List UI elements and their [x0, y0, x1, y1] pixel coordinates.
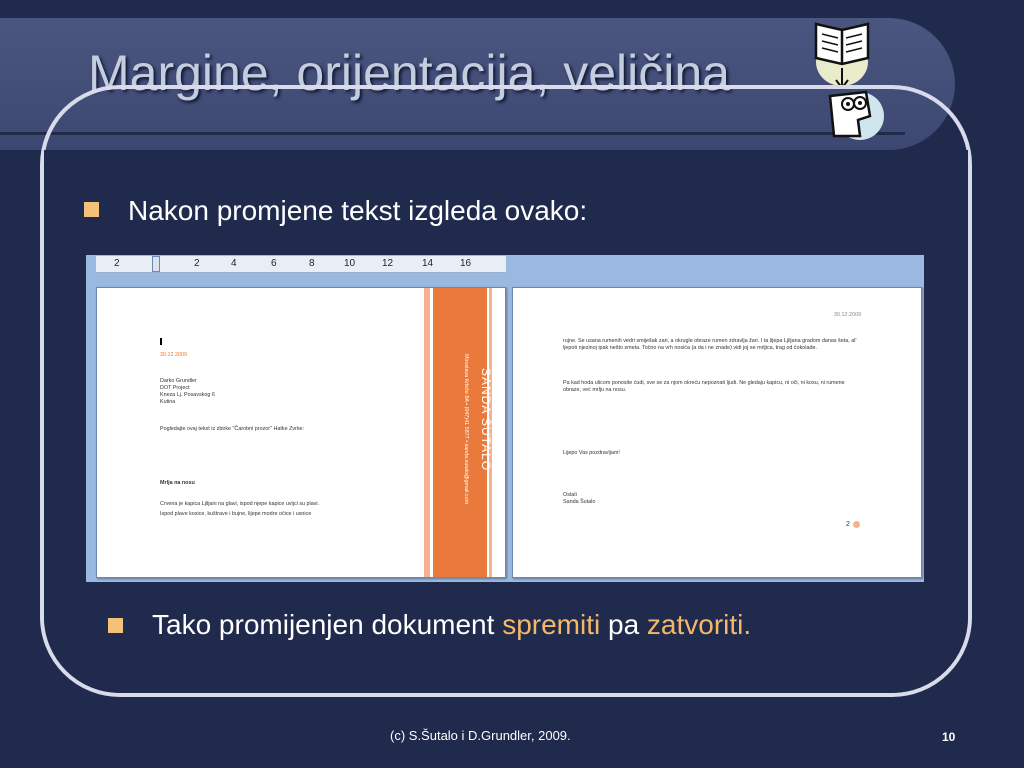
ruler-tick-label: 10	[344, 258, 356, 269]
sidebar-address: Miroslava Krleže 8A • (047)41 5877 • sanda.sutalo@gmail.com	[463, 354, 469, 505]
letter-paragraph: Pa kad hoda ulicom ponosite ćudi, sve se za njom okreću nepoznati ljudi. Ne gledaju kapicu, ni oči, ni kosu, ni rumene obraze, već mrlju na nosu.	[563, 380, 845, 393]
bullet-text-plain: pa	[600, 609, 647, 640]
letter-paragraph: rujne. Se usana rumenih vedri smiješak zari, a okrugle obraze rumen zdravlja žari. I ta lijepa Ljiljana gradom danas šeta, al' ljepoti njezinoj ipak nešto smeta. Točno na vrh nosića (a da i ne znade) vidi joj se mrljica, trag od čokolade.	[563, 338, 857, 351]
ruler-tick-label: 12	[382, 258, 394, 269]
ruler-tick-label: 2	[194, 258, 200, 269]
ruler-tick-label: 16	[460, 258, 472, 269]
bullet-marker	[84, 202, 99, 217]
ruler-margin-marker[interactable]	[152, 256, 160, 272]
document-page-1	[96, 287, 506, 578]
ruler-tick-label: 8	[309, 258, 315, 269]
recipient-line: Kutina	[160, 399, 176, 405]
poem-line: Ispod plave kosice, kuštrave i bujne, lijepe modre očice i usnice	[160, 511, 312, 517]
bullet-text-1: Nakon promjene tekst izgleda ovako:	[128, 195, 588, 226]
slide-number: 10	[942, 730, 956, 744]
letter-greeting: Lijepo Vas pozdravljam!	[563, 450, 620, 456]
recipient-line: DOT Project	[160, 385, 190, 391]
poem-line: Crvena je kapica Ljiljani na glavi, ispod njepe kapice uvijci su plavi.	[160, 501, 320, 507]
sidebar-name: SANDA ŠUTALO	[479, 368, 493, 472]
recipient-line: Kneza Lj. Posavskog 6	[160, 392, 215, 398]
accent-word-spremiti: spremiti	[502, 609, 601, 640]
slide-title: Margine, orijentacija, veličina	[88, 45, 730, 101]
page-number-dot-icon	[853, 521, 860, 528]
bullet-text-2	[152, 609, 751, 641]
ruler-tick-label: 4	[231, 258, 237, 269]
ruler-tick-label: 14	[422, 258, 434, 269]
ruler-tick-label: 6	[271, 258, 277, 269]
accent-word-zatvoriti: zatvoriti.	[646, 609, 752, 640]
ruler-tick-label: 2	[114, 258, 120, 269]
bullet-text-plain: Tako promijenjen dokument	[152, 609, 503, 640]
bullet-marker	[108, 618, 123, 633]
letter-date: 30.12.2009	[834, 312, 861, 318]
horizontal-ruler	[96, 256, 506, 273]
page-number-label: 2	[846, 521, 850, 528]
document-page-2	[512, 287, 922, 578]
letter-closing: Sanda Šutalo	[563, 499, 596, 505]
letter-date: 30.12.2009	[160, 352, 187, 358]
text-cursor	[160, 338, 162, 345]
poem-title: Mrlja na nosu	[160, 480, 195, 486]
footer-copyright: (c) S.Šutalo i D.Grundler, 2009.	[390, 728, 571, 743]
letter-closing: Ostali	[563, 492, 577, 498]
letter-note: Pogledajte ovaj tekst iz zbirke "Čarobni prozor" Hatke Zvrke:	[160, 426, 305, 432]
sidebar-stripe	[424, 288, 430, 577]
recipient-line: Darko Grundler	[160, 378, 197, 384]
